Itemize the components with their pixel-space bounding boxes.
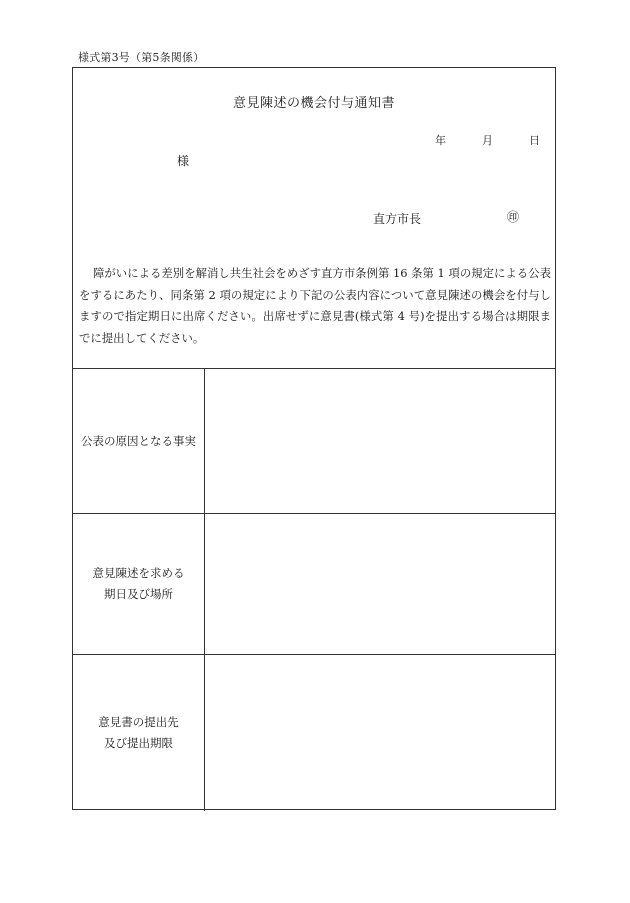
row-label <box>73 514 205 654</box>
row-hearing-date-place <box>73 513 555 654</box>
hearing-date-place-field[interactable] <box>205 514 555 654</box>
public-cause-field[interactable] <box>205 369 555 513</box>
issuer-name: 直方市長 <box>373 212 422 226</box>
notice-body <box>79 263 551 349</box>
document-title: 意見陳述の機会付与通知書 <box>232 96 395 111</box>
row-label <box>73 369 205 513</box>
addressee-suffix: 様 <box>177 154 190 168</box>
date-year-label: 年 <box>435 134 446 147</box>
row-label <box>73 655 205 811</box>
row-label-line: 期日及び場所 <box>104 587 173 601</box>
date-day-label: 日 <box>529 134 540 147</box>
submission-deadline-field[interactable] <box>205 655 555 811</box>
row-label-line: 意見書の提出先 <box>98 715 179 729</box>
row-public-cause <box>73 368 555 513</box>
row-submission-deadline <box>73 654 555 811</box>
seal-mark: ㊞ <box>507 210 520 224</box>
row-label-line: 及び提出期限 <box>104 736 173 750</box>
row-label-line: 意見陳述を求める <box>92 566 185 580</box>
notice-form <box>72 67 556 810</box>
date-month-label: 月 <box>482 134 493 147</box>
notice-body-text: 障がいによる差別を解消し共生社会をめざす直方市条例第 16 条第 1 項の規定による公表をするにあたり、同条第 2 項の規定により下記の公表内容について意見陳述の機会を付与しますので指定期日に出席ください。出席せずに意見書(様式第 4 号)を提出する場合は期限までに提出してください。 <box>79 266 551 345</box>
form-number: 様式第3号（第5条関係） <box>78 51 205 64</box>
row-label-line: 公表の原因となる事実 <box>81 433 196 448</box>
